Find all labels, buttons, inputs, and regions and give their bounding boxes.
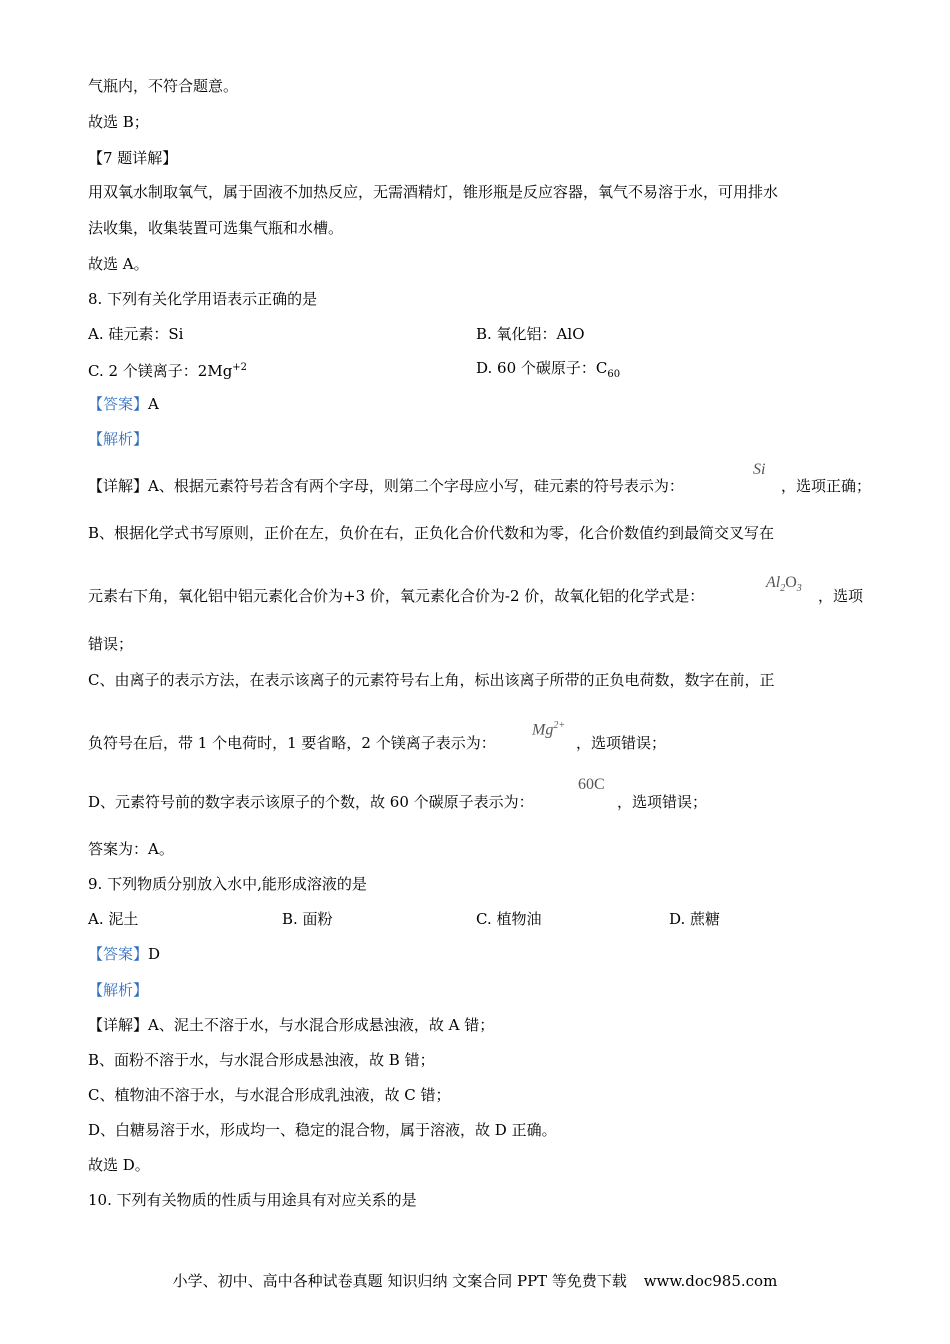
answer-label: 【答案】 — [88, 395, 149, 413]
formula-subscript: 2 — [780, 583, 786, 595]
detail-b-1: B、根据化学式书写原则，正价在左，负价在右，正负化合价代数和为零，化合价数值约到最简交叉写在 — [88, 524, 775, 542]
answer-label: 【答案】 — [88, 945, 149, 963]
formula-part: Al — [766, 574, 781, 591]
option-c-superscript: +2 — [232, 362, 248, 373]
page-footer — [0, 1270, 950, 1291]
section-heading: 【7 题详解】 — [88, 149, 178, 167]
detail-a-tail: ，选项正确； — [781, 477, 872, 495]
footer-url[interactable]: www.doc985.com — [643, 1272, 778, 1290]
option-d-text: D. 60 个碳原子：C — [476, 359, 608, 377]
option-a: A. 硅元素：Si — [88, 325, 184, 343]
detail-c-1: C、由离子的表示方法，在表示该离子的元素符号右上角，标出该离子所带的正负电荷数，数字在前，正 — [88, 671, 775, 689]
answer-8 — [88, 394, 159, 414]
formula-superscript: 2+ — [553, 720, 566, 731]
detail-a — [88, 1015, 494, 1035]
answer-value: D — [148, 945, 161, 963]
question-8: 8. 下列有关化学用语表示正确的是 — [88, 290, 318, 308]
text-line: 用双氧水制取氧气，属于固液不加热反应，无需酒精灯，锥形瓶是反应容器，氧气不易溶于水，可用排水 — [88, 183, 779, 201]
option-d: D. 蔗糖 — [669, 910, 721, 928]
option-d-subscript: 60 — [607, 369, 621, 380]
detail-d: D、元素符号前的数字表示该原子的个数，故 60 个碳原子表示为： — [88, 793, 534, 811]
option-a: A. 泥土 — [88, 910, 139, 928]
option-b: B. 面粉 — [282, 910, 333, 928]
detail-c-2: 负符号在后，带 1 个电荷时，1 要省略，2 个镁离子表示为： — [88, 734, 496, 752]
text-line: 故选 A。 — [88, 255, 149, 273]
formula-si: Si — [753, 461, 766, 478]
answer-9 — [88, 944, 160, 964]
formula-60c: 60C — [578, 776, 605, 793]
formula-subscript: 3 — [796, 583, 802, 595]
detail-c: C、植物油不溶于水，与水混合形成乳浊液，故 C 错； — [88, 1086, 451, 1104]
formula-mg2plus — [532, 720, 565, 739]
question-10: 10. 下列有关物质的性质与用途具有对应关系的是 — [88, 1191, 417, 1209]
detail-text: A、泥土不溶于水，与水混合形成悬浊液，故 A 错； — [148, 1016, 495, 1034]
analysis-label: 【解析】 — [88, 430, 149, 448]
detail-b-3: 错误； — [88, 635, 134, 653]
option-c-text: C. 2 个镁离子：2Mg — [88, 362, 233, 380]
formula-al2o3 — [766, 574, 802, 594]
detail-a — [88, 476, 684, 496]
option-c — [88, 358, 247, 381]
question-9: 9. 下列物质分别放入水中,能形成溶液的是 — [88, 875, 367, 893]
option-b: B. 氧化铝：AlO — [476, 325, 585, 343]
analysis-label: 【解析】 — [88, 981, 149, 999]
detail-d-tail: ，选项错误； — [617, 793, 708, 811]
detail-b-2: 元素右下角，氧化铝中铝元素化合价为+3 价，氧元素化合价为-2 价，故氧化铝的化学式是： — [88, 587, 705, 605]
answer-final: 答案为：A。 — [88, 840, 174, 858]
detail-c-tail: ，选项错误； — [576, 734, 667, 752]
text-line: 故选 B； — [88, 113, 149, 131]
detail-b: B、面粉不溶于水，与水混合形成悬浊液，故 B 错； — [88, 1051, 435, 1069]
answer-value: A — [148, 395, 159, 413]
detail-text: A、根据元素符号若含有两个字母，则第二个字母应小写，硅元素的符号表示为： — [148, 477, 684, 495]
option-d — [476, 358, 620, 385]
formula-part: Mg — [532, 721, 554, 739]
detail-d: D、白糖易溶于水，形成均一、稳定的混合物，属于溶液，故 D 正确。 — [88, 1121, 557, 1139]
formula-part: O — [785, 574, 797, 591]
detail-b-tail: ，选项 — [818, 587, 864, 605]
conclusion: 故选 D。 — [88, 1156, 150, 1174]
footer-text: 小学、初中、高中各种试卷真题 知识归纳 文案合同 PPT 等免费下载 — [172, 1272, 627, 1290]
detail-label: 【详解】 — [88, 1016, 149, 1034]
option-c: C. 植物油 — [476, 910, 542, 928]
text-line: 法收集，收集装置可选集气瓶和水槽。 — [88, 219, 344, 237]
text-line: 气瓶内，不符合题意。 — [88, 77, 239, 95]
detail-label: 【详解】 — [88, 477, 149, 495]
